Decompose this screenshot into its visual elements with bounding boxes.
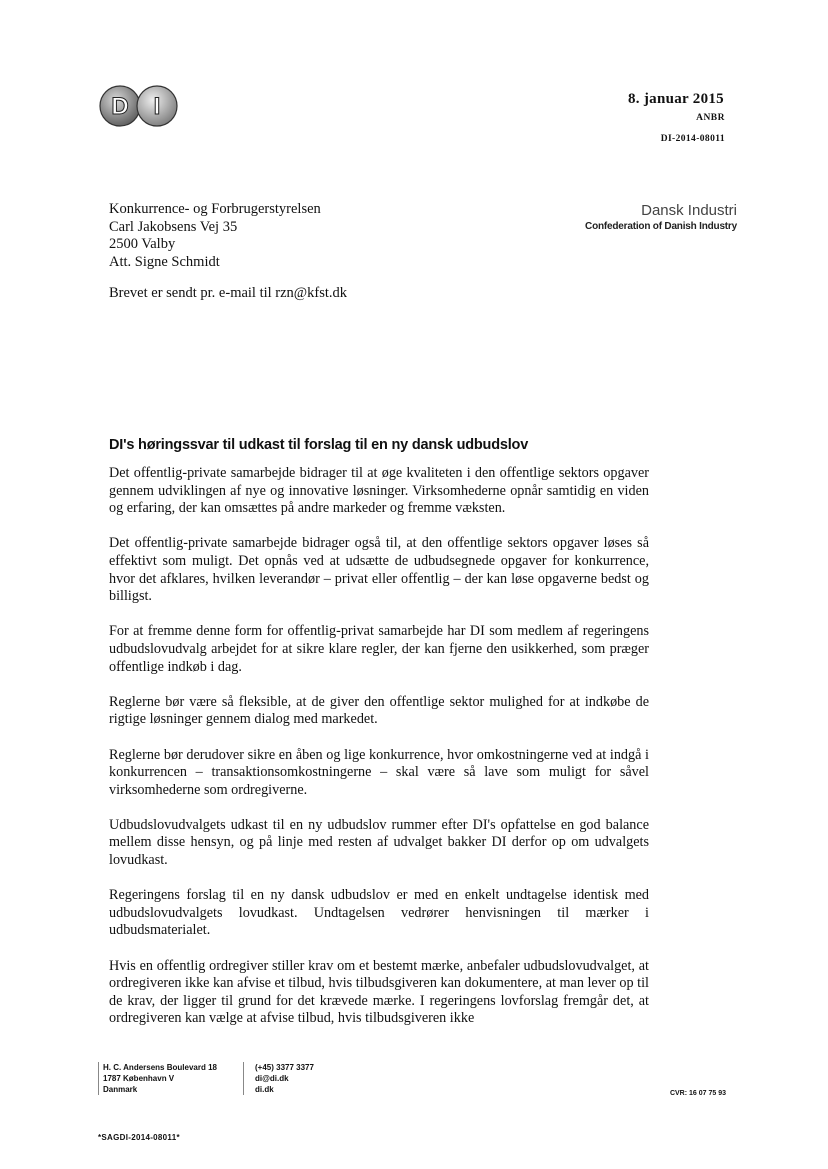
organization-tagline: Confederation of Danish Industry: [585, 221, 737, 232]
body-paragraph: Det offentlig-private samarbejde bidrager til at øge kvaliteten i den offentlige sektors opgaver gennem udviklingen af nye og innovative løsninger. Virksomhederne opnår samtidig en viden og erfaring, der kan omsættes på andre markeder og fremme væksten.: [109, 465, 649, 517]
body-paragraph: Hvis en offentlig ordregiver stiller krav om et bestemt mærke, anbefaler udbudslovudvalget, at ordregiveren ikke kan afvise et tilbud, hvis tilbudsgiveren kan dokumentere, at man lever op til de krav, der ligger til grund for det krævede mærke. I regeringens lovforslag fremgår det, at ordregiveren kan vælge at afvise tilbud, hvis tilbudsgiveren ikke: [109, 957, 649, 1027]
body-paragraph: For at fremme denne form for offentlig-privat samarbejde har DI som medlem af regeringens udbudslovudvalg arbejdet for at sikre klare regler, der kan fjerne den usikkerhed, som præger offentlige indkøb i dag.: [109, 623, 649, 675]
footer-phone: (+45) 3377 3377: [255, 1063, 314, 1072]
footer-email: di@di.dk: [255, 1074, 289, 1083]
footer-address-line: Danmark: [103, 1085, 138, 1094]
body-paragraph: Det offentlig-private samarbejde bidrager også til, at den offentlige sektors opgaver løses så effektivt som muligt. Det opnås ved at udsætte de udbudsegnede opgaver for konkurrence, hvor det afklares, hvilken leverandør – privat eller offentlig – der kan løse opgaverne bedst og billigst.: [109, 535, 649, 605]
di-logo-graphic: [99, 84, 181, 128]
body-paragraph: Reglerne bør være så fleksible, at de giver den offentlige sektor mulighed for at indkøbe de rigtige løsninger gennem dialog med markedet.: [109, 693, 649, 728]
recipient-line: 2500 Valby: [109, 236, 176, 252]
footer-website: di.dk: [255, 1085, 274, 1094]
recipient-address: [109, 201, 321, 271]
recipient-line: Att. Signe Schmidt: [109, 253, 220, 270]
logo-letter-d: D: [111, 93, 129, 120]
di-logo: [99, 84, 181, 128]
letter-date: 8. januar 2015: [627, 91, 724, 107]
document-code: *SAGDI-2014-08011*: [98, 1133, 180, 1142]
organization-name: Dansk Industri: [641, 202, 737, 219]
reference-number: DI-2014-08011: [660, 134, 725, 144]
recipient-line: Carl Jakobsens Vej 35: [109, 218, 238, 235]
footer-contact: [243, 1062, 314, 1095]
cvr-number: CVR: 16 07 75 93: [669, 1090, 726, 1097]
footer-address-line: H. C. Andersens Boulevard 18: [103, 1063, 217, 1072]
recipient-line: Konkurrence- og Forbrugerstyrelsen: [109, 201, 321, 217]
sent-by-note: Brevet er sendt pr. e-mail til rzn@kfst.dk: [109, 285, 348, 301]
author-initials: ANBR: [696, 113, 725, 123]
body-paragraph: Regeringens forslag til en ny dansk udbudslov er med en enkelt undtagelse identisk med udbudslovudvalgets lovudkast. Undtagelsen vedrører henvisningen til mærker i udbudsmaterialet.: [109, 887, 649, 939]
body-paragraph: Udbudslovudvalgets udkast til en ny udbudslov rummer efter DI's opfattelse en god balance mellem disse hensyn, og på linje med resten af udvalget bakker DI derfor op om udvalgets lovudkast.: [109, 816, 649, 869]
footer-address: [98, 1062, 217, 1095]
letter-body: [109, 465, 649, 1046]
body-paragraph: Reglerne bør derudover sikre en åben og lige konkurrence, hvor omkostningerne ved at indgå i konkurrencen – transaktionsomkostningerne – skal være så lave som muligt for såvel virksomhederne som ordregiverne.: [109, 746, 649, 798]
letter-heading: DI's høringssvar til udkast til forslag til en ny dansk udbudslov: [109, 437, 529, 453]
logo-letter-i: I: [153, 93, 161, 120]
footer-address-line: 1787 København V: [103, 1074, 175, 1083]
